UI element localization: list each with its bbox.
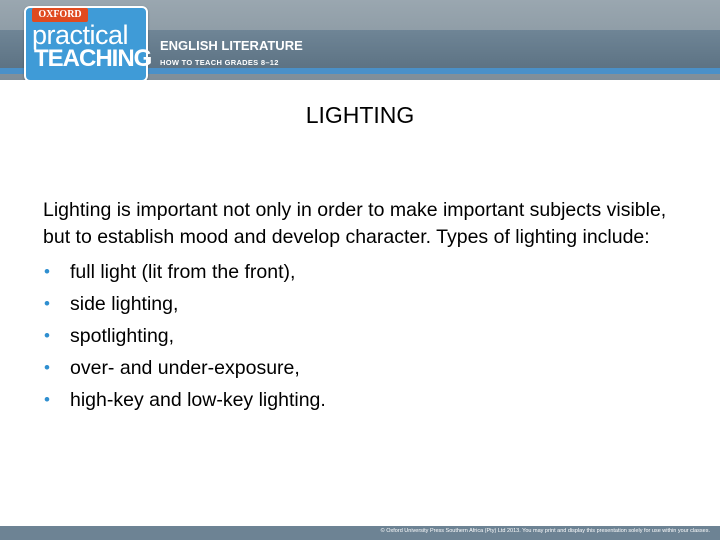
subject-subtitle: HOW TO TEACH GRADES 8–12: [160, 58, 279, 67]
slide-footer: [0, 526, 720, 540]
subject-title: ENGLISH LITERATURE: [160, 38, 303, 53]
bullet-icon: •: [44, 326, 50, 345]
bullet-icon: •: [44, 294, 50, 313]
list-item: [43, 384, 693, 416]
bullet-icon: •: [44, 262, 50, 281]
list-item-text: over- and under-exposure,: [70, 357, 300, 379]
list-item-text: full light (lit from the front),: [70, 261, 296, 283]
list-item: [43, 288, 693, 320]
slide-body: [43, 197, 693, 416]
bullet-icon: •: [44, 390, 50, 409]
list-item-text: high-key and low-key lighting.: [70, 389, 326, 411]
logo-word-practical: practical: [32, 20, 129, 50]
bullet-icon: •: [44, 358, 50, 377]
slide-header: [0, 0, 720, 80]
slide-title-container: [0, 102, 720, 129]
list-item-text: spotlighting,: [70, 325, 175, 347]
lighting-types-list: [43, 256, 693, 416]
slide-title: LIGHTING: [305, 102, 415, 128]
list-item-text: side lighting,: [70, 293, 179, 315]
oxford-logo-badge: OXFORD: [32, 8, 88, 22]
list-item: [43, 256, 693, 288]
copyright-notice: © Oxford University Press Southern Africa (Pty) Ltd 2013. You may print and display this presentation solely for use within your classes.: [380, 528, 710, 534]
logo-word-teaching: TEACHING: [34, 45, 152, 72]
list-item: [43, 320, 693, 352]
intro-paragraph: Lighting is important not only in order to make important subjects visible, but to establish mood and develop character. Types of lighting include:: [43, 199, 667, 248]
list-item: [43, 352, 693, 384]
